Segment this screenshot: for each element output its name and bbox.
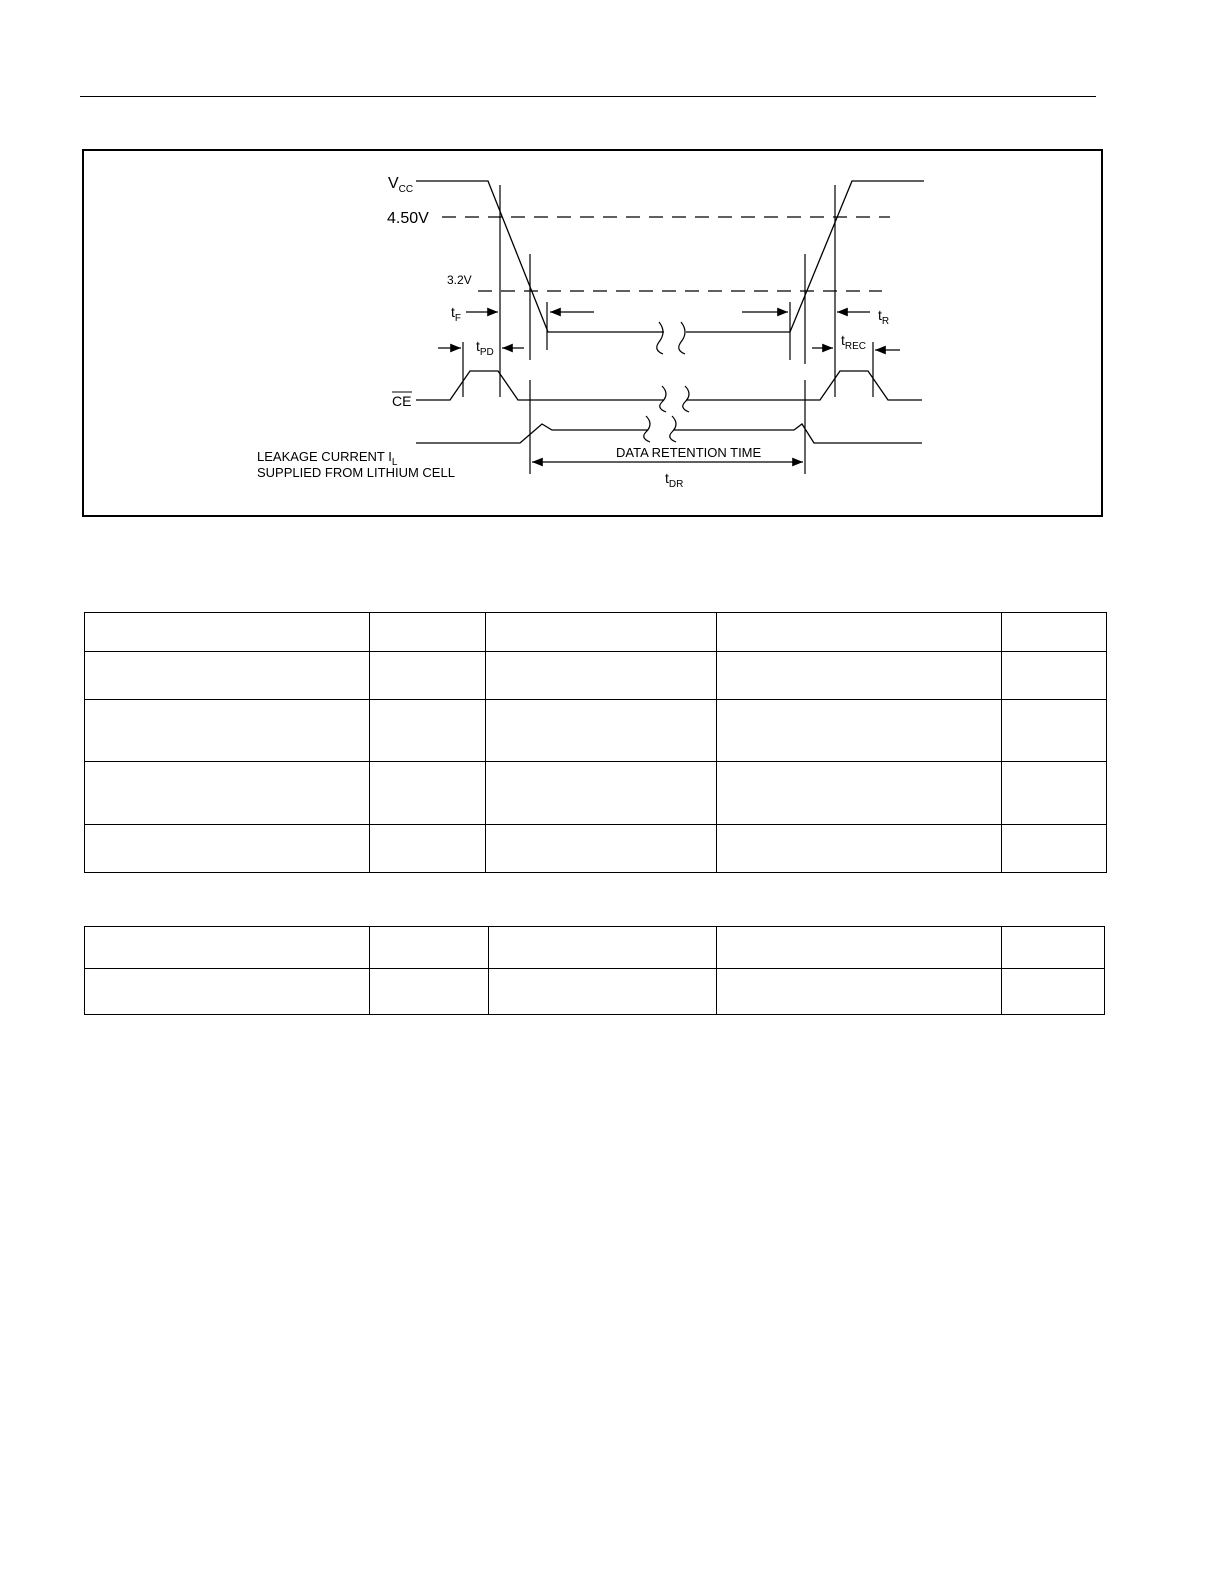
table-header-row — [85, 613, 1107, 652]
data-retention-timing-diagram — [82, 149, 1103, 517]
table-cell — [1002, 969, 1105, 1015]
tpd-label: $t_{PD}$ — [476, 338, 494, 358]
table-cell — [717, 969, 1002, 1015]
table-cell — [85, 762, 370, 825]
table-cell — [1002, 652, 1107, 700]
table-cell — [1002, 762, 1107, 825]
table-cell — [486, 825, 717, 873]
ce-waveform-right — [686, 371, 922, 400]
table-header-row — [85, 927, 1105, 969]
leakage-label-line1: LEAKAGE CURRENT $I_L$ — [257, 449, 398, 468]
v450-label: 4.50V — [387, 210, 429, 227]
table-cell — [1002, 927, 1105, 969]
table-cell — [717, 927, 1002, 969]
table-cell — [717, 762, 1002, 825]
table-cell — [486, 652, 717, 700]
leakage-waveform — [416, 424, 648, 443]
table-cell — [717, 652, 1002, 700]
ce-waveform — [416, 371, 664, 400]
table-cell — [1002, 825, 1107, 873]
table-cell — [489, 969, 717, 1015]
table-cell — [370, 652, 486, 700]
table-cell — [717, 825, 1002, 873]
v32-label: 3.2V — [447, 273, 472, 287]
retention-label: DATA RETENTION TIME — [616, 445, 762, 460]
table-cell — [370, 825, 486, 873]
table-cell — [717, 613, 1002, 652]
leakage-waveform-right — [674, 424, 922, 443]
leakage-break-mark-1 — [644, 416, 650, 442]
table-cell — [85, 613, 370, 652]
tf-label: $t_F$ — [451, 304, 461, 324]
table-cell — [486, 613, 717, 652]
vcc-break-mark-2 — [679, 322, 685, 354]
tdr-label: $t_{DR}$ — [665, 470, 684, 490]
table-row — [85, 825, 1107, 873]
table-cell — [85, 927, 370, 969]
vcc-break-mark-1 — [657, 322, 663, 354]
table-cell — [370, 700, 486, 762]
table-cell — [370, 969, 489, 1015]
secondary-table — [84, 926, 1105, 1015]
ce-break-mark-1 — [660, 386, 666, 412]
table-cell — [370, 613, 486, 652]
leakage-break-mark-2 — [670, 416, 676, 442]
table-cell — [85, 969, 370, 1015]
trec-label: $t_{REC}$ — [841, 332, 867, 352]
table-cell — [486, 700, 717, 762]
table-cell — [1002, 613, 1107, 652]
table-cell — [370, 762, 486, 825]
table-row — [85, 652, 1107, 700]
table-row — [85, 762, 1107, 825]
table-cell — [717, 700, 1002, 762]
timing-diagram-svg — [2, 2, 1225, 702]
leakage-label-line2: SUPPLIED FROM LITHIUM CELL — [257, 465, 455, 480]
vcc-label: $V_{CC}$ — [388, 175, 414, 195]
ce-break-mark-2 — [683, 386, 689, 412]
table-row — [85, 969, 1105, 1015]
table-cell — [489, 927, 717, 969]
ce-label: CE — [392, 393, 412, 409]
table-row — [85, 700, 1107, 762]
tr-label: $t_R$ — [878, 307, 890, 327]
table-cell — [85, 700, 370, 762]
table-cell — [85, 652, 370, 700]
table-cell — [1002, 700, 1107, 762]
parameters-table — [84, 612, 1107, 873]
table-cell — [370, 927, 489, 969]
table-cell — [486, 762, 717, 825]
table-cell — [85, 825, 370, 873]
